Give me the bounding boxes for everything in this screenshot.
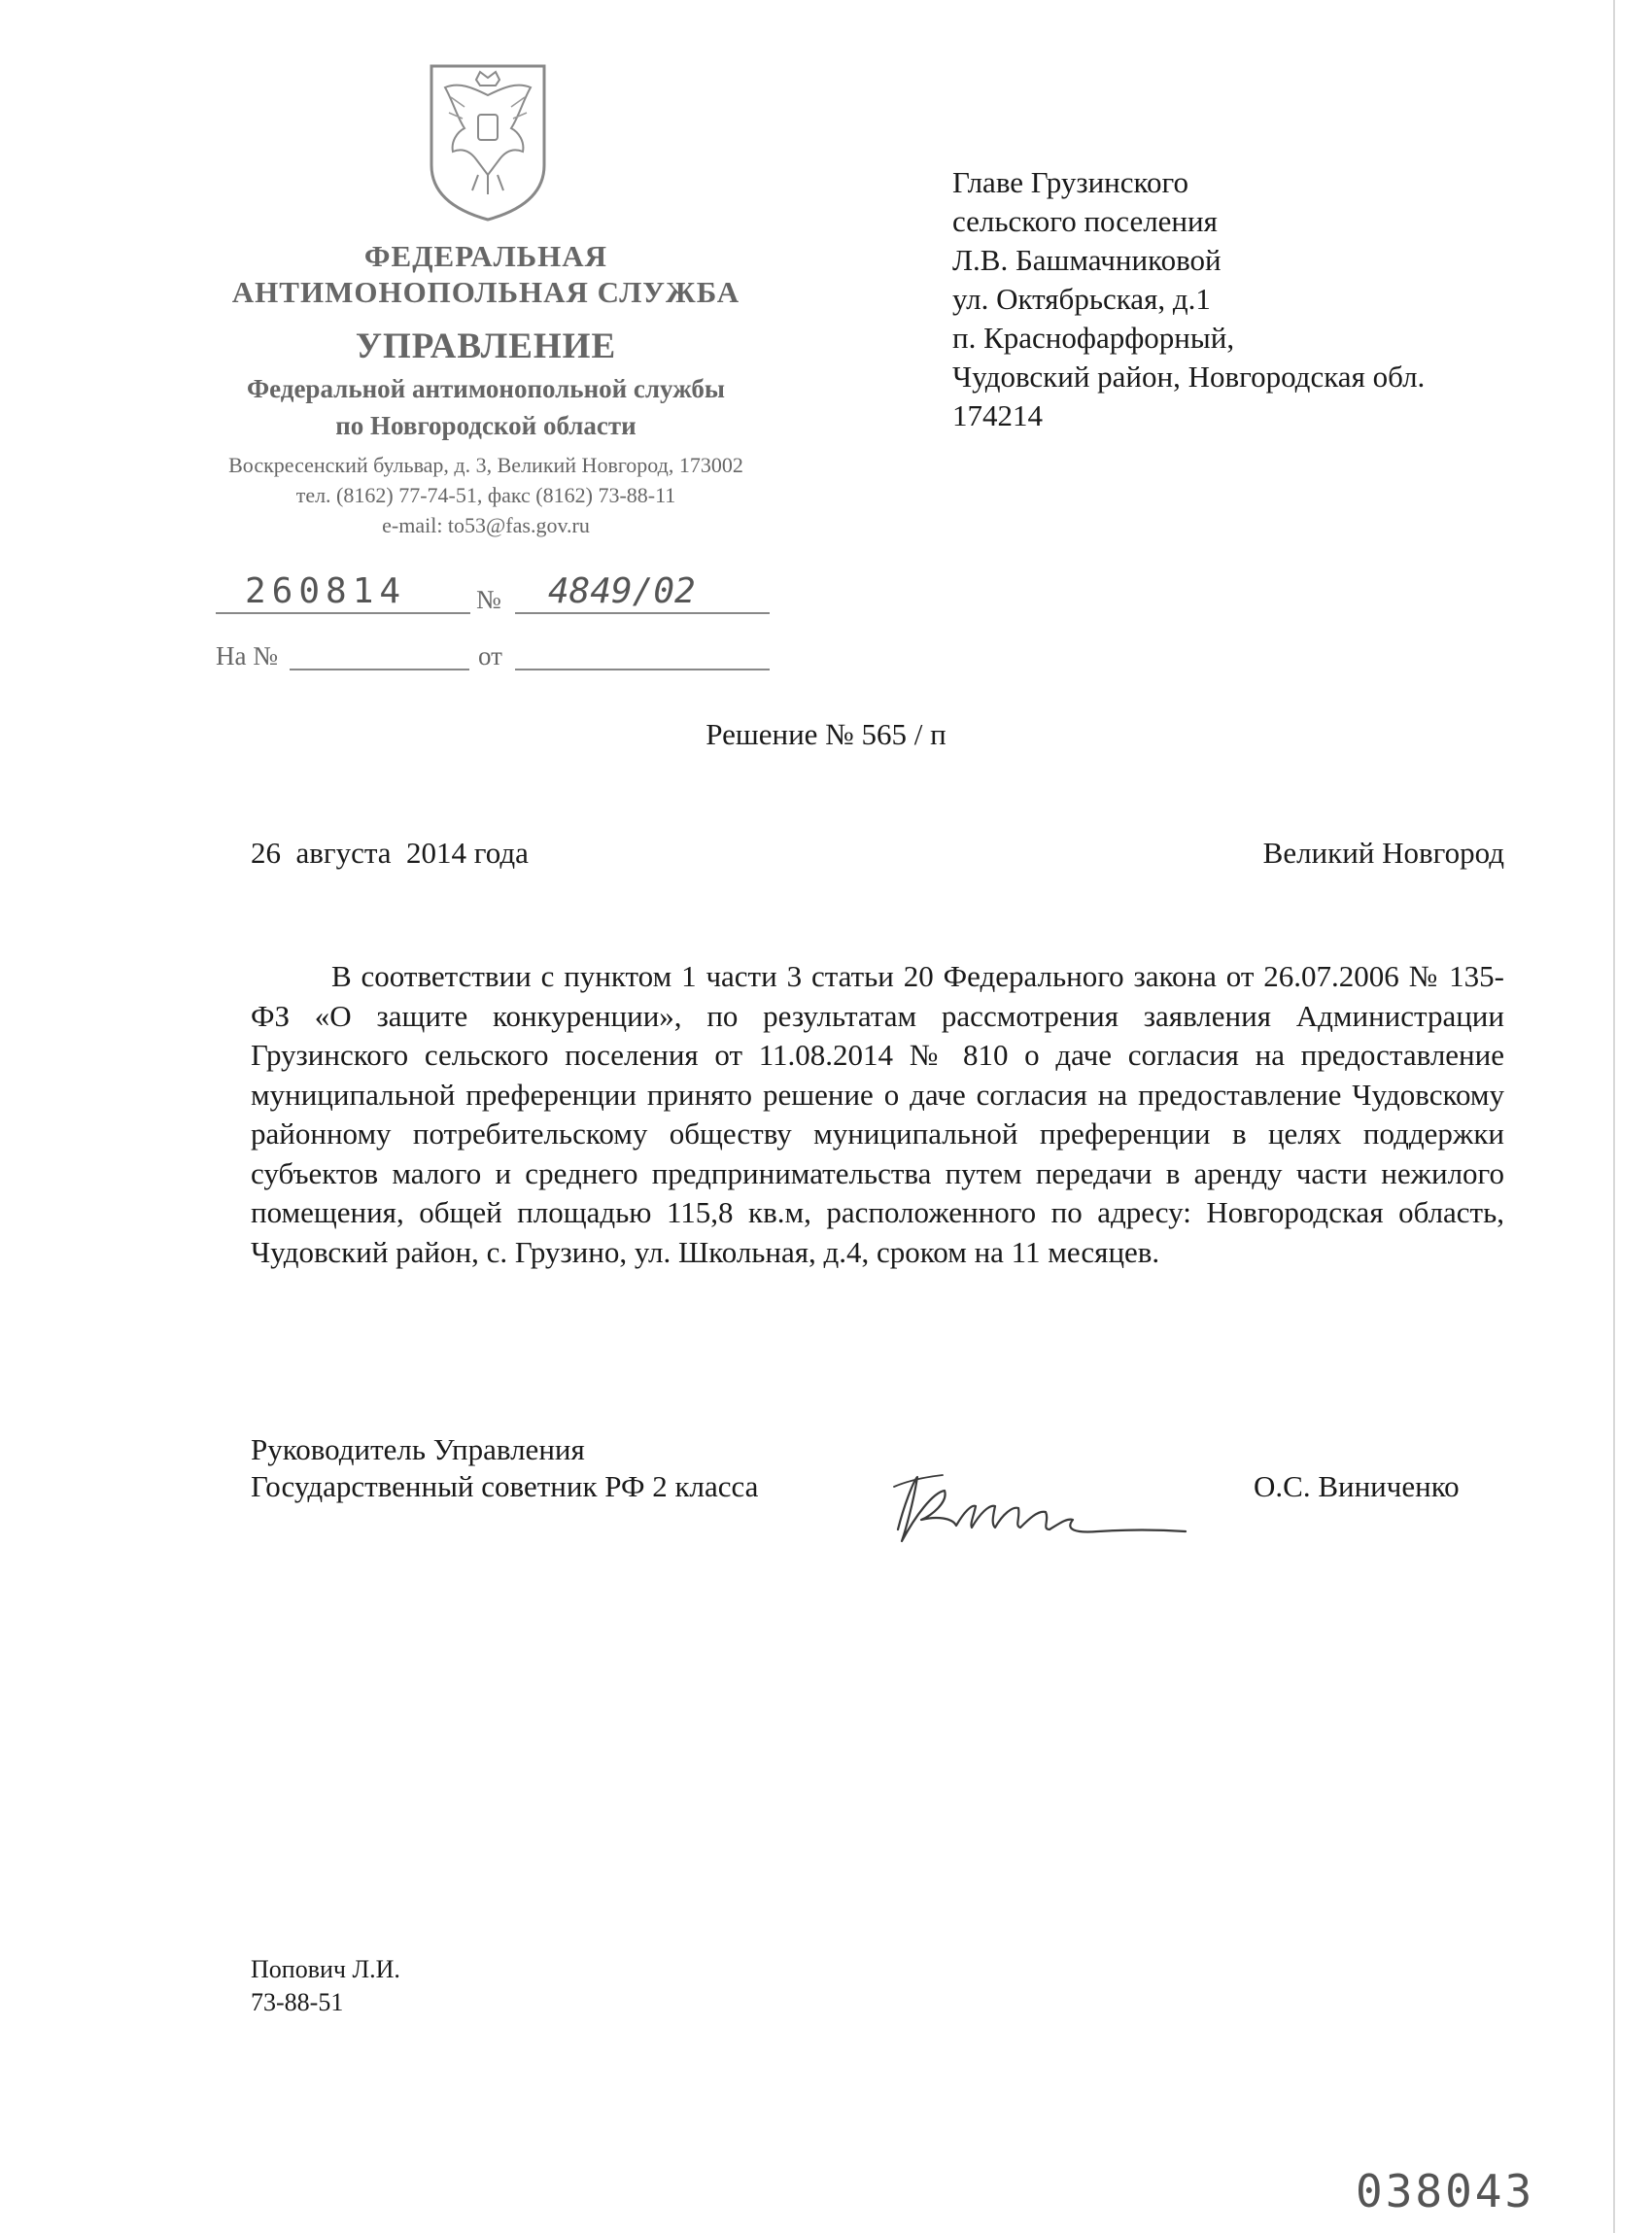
recipient-line: ул. Октябрьская, д.1 (952, 282, 1211, 316)
executor-name: Попович Л.И. (251, 1955, 400, 1983)
signer-position-line1: Руководитель Управления (251, 1432, 585, 1466)
department-title: УПРАВЛЕНИЕ (355, 326, 617, 366)
recipient-line: п. Краснофарфорный, (952, 321, 1235, 355)
signer-position-line2: Государственный советник РФ 2 класса (251, 1469, 759, 1503)
reply-to-label: На № (216, 641, 278, 670)
scan-edge-line (1613, 0, 1615, 2233)
letterhead-email: e-mail: to53@fas.gov.ru (382, 513, 590, 537)
department-subtitle-line2: по Новгородской области (335, 411, 637, 440)
reply-number-blank (290, 669, 469, 670)
service-name-line1: ФЕДЕРАЛЬНАЯ (363, 239, 608, 273)
document-city: Великий Новгород (1262, 836, 1504, 870)
recipient-block (952, 163, 1425, 435)
body-paragraph: В соответствии с пунктом 1 части 3 статьи 20 Федерального закона от 26.07.2006 № 135-ФЗ «О защите конкуренции», по результатам рассмотрения заявления Администрации Грузинского сельского поселения от 11.08.2014 № 810 о даче согласия на предоставление муниципальной преференции принято решение о даче согласия на предоставление Чудовскому районному потребительскому обществу муниципальной преференции в целях поддержки субъектов малого и среднего предпринимательства путем передачи в аренду части нежилого помещения, общей площадью 115,8 кв.м, расположенного по адресу: Новгородская область, Чудовский район, с. Грузино, ул. Школьная, д.4, сроком на 11 месяцев. (251, 959, 1504, 1269)
document-date: 26 августа 2014 года (251, 836, 529, 870)
signer-name: О.С. Виниченко (1254, 1469, 1460, 1503)
executor-phone: 73-88-51 (251, 1988, 344, 2016)
recipient-line: Главе Грузинского (952, 165, 1188, 199)
recipient-line: Чудовский район, Новгородская обл. (952, 360, 1426, 394)
reply-from-label: от (478, 641, 502, 670)
registration-number-sign: № (476, 585, 501, 614)
russian-coat-of-arms-icon (420, 58, 556, 223)
service-name-line2: АНТИМОНОПОЛЬНАЯ СЛУЖБА (231, 275, 740, 309)
registration-number: 4849/02 (515, 571, 770, 614)
letterhead-phones: тел. (8162) 77-74-51, факс (8162) 73-88-11 (295, 483, 676, 507)
recipient-line: 174214 (952, 398, 1043, 432)
handwritten-signature (875, 1448, 1205, 1564)
letterhead-address: Воскресенский бульвар, д. 3, Великий Новгород, 173002 (228, 453, 743, 477)
document-title: Решение № 565 / п (706, 717, 946, 751)
document-body (251, 957, 1504, 1272)
reply-date-blank (515, 669, 770, 670)
recipient-line: Л.В. Башмачниковой (952, 243, 1222, 277)
recipient-line: сельского поселения (952, 204, 1218, 238)
form-serial-number: 038043 (1356, 2165, 1535, 2217)
registration-date: 260814 (216, 571, 470, 614)
department-subtitle-line1: Федеральной антимонопольной службы (246, 374, 726, 403)
